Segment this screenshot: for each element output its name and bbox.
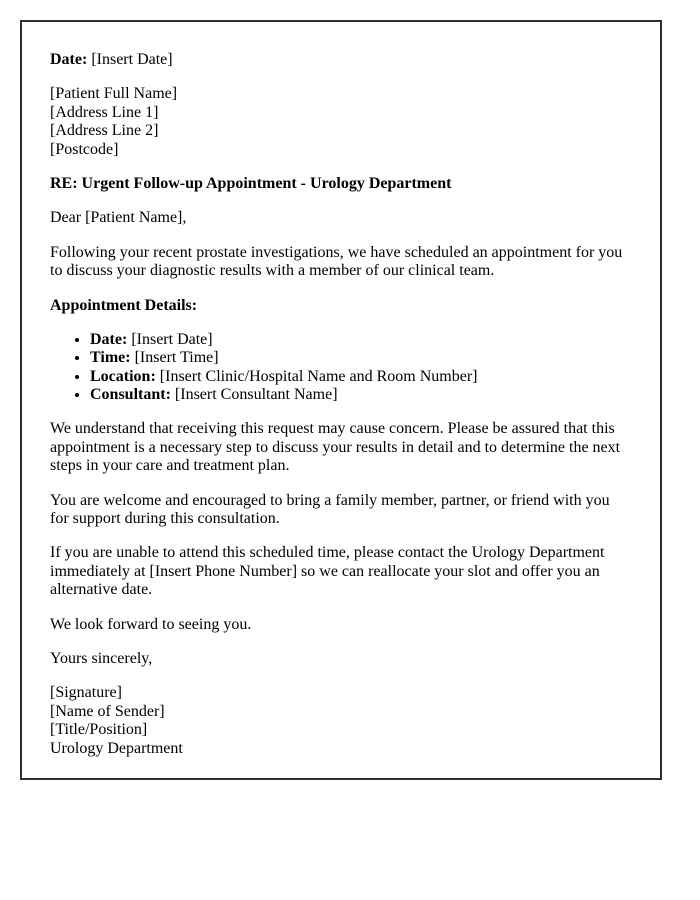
paragraph-support: You are welcome and encouraged to bring a family member, partner, or friend with you for support during this consultation. <box>50 491 610 528</box>
appointment-location-label: Location: <box>90 367 156 385</box>
date-label: Date: <box>50 51 88 68</box>
appointment-consultant-value: [Insert Consultant Name] <box>174 386 338 404</box>
date-line <box>50 51 630 69</box>
signature-placeholder: [Signature] <box>50 684 122 702</box>
signature-block <box>50 684 630 758</box>
sender-name-placeholder: [Name of Sender] <box>50 702 165 720</box>
patient-full-name: [Patient Full Name] <box>50 85 178 103</box>
sender-department: Urology Department <box>50 739 183 757</box>
sender-title-placeholder: [Title/Position] <box>50 721 148 739</box>
appointment-date-value: [Insert Date] <box>131 330 213 348</box>
paragraph-closing: We look forward to seeing you. <box>50 615 252 633</box>
appointment-time-label: Time: <box>90 349 131 367</box>
paragraph-intro: Following your recent prostate investigations, we have scheduled an appointment for you to discuss your diagnostic results with a member of our clinical team. <box>50 243 623 280</box>
salutation: Dear [Patient Name], <box>50 209 187 227</box>
appointment-item-location <box>90 368 630 386</box>
signoff: Yours sincerely, <box>50 649 153 667</box>
date-value: [Insert Date] <box>91 51 173 68</box>
paragraph-reschedule: If you are unable to attend this scheduled time, please contact the Urology Department immediately at [Insert Phone Number] so we can reallocate your slot and offer you an alternative date. <box>50 544 605 599</box>
appointment-location-value: [Insert Clinic/Hospital Name and Room Number] <box>159 367 478 385</box>
postcode: [Postcode] <box>50 140 119 158</box>
appointment-item-consultant <box>90 386 630 404</box>
paragraph-reassurance: We understand that receiving this request may cause concern. Please be assured that this appointment is a necessary step to discuss your results in detail and to determine the next steps in your care and treatment plan. <box>50 420 621 475</box>
address-line-2: [Address Line 2] <box>50 122 159 140</box>
appointment-details-heading: Appointment Details: <box>50 296 198 314</box>
letter-page <box>20 20 662 780</box>
appointment-time-value: [Insert Time] <box>134 349 219 367</box>
appointment-item-date <box>90 331 630 349</box>
appointment-consultant-label: Consultant: <box>90 386 171 404</box>
appointment-item-time <box>90 349 630 367</box>
address-line-1: [Address Line 1] <box>50 103 159 121</box>
subject-line: RE: Urgent Follow-up Appointment - Urology Department <box>50 174 452 192</box>
appointment-details-list <box>50 331 630 405</box>
letter-body <box>50 51 630 758</box>
appointment-date-label: Date: <box>90 330 128 348</box>
recipient-address-block <box>50 85 630 159</box>
